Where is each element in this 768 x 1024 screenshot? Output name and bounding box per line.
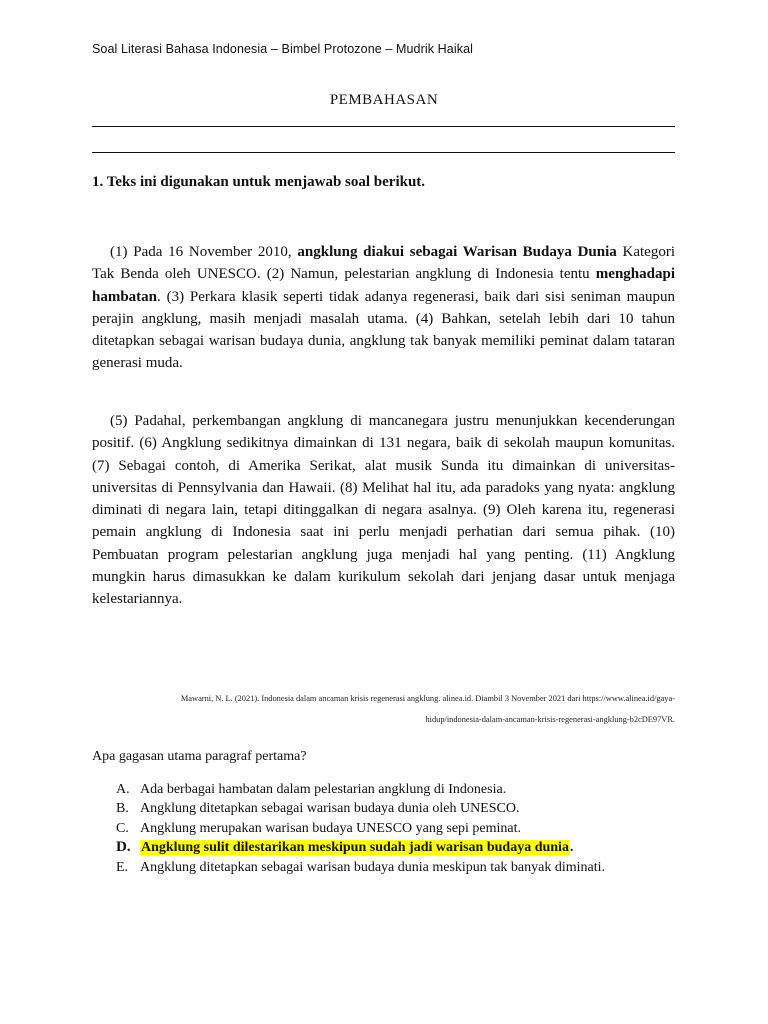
p1-text-a: (1) Pada 16 November 2010, [110,244,298,260]
citation-line-1: Mawarni, N. L. (2021). Indonesia dalam ancaman krisis regenerasi angklung. alinea.id. Diambil 3 November 2021 dari https://www.alinea.id/gaya- [180,694,675,703]
p1-bold-a: angklung diakui sebagai Warisan Budaya Dunia [297,244,617,260]
citation-line-2: hidup/indonesia-dalam-ancaman-krisis-regenerasi-angklung-b2cDE97VR. [425,715,675,724]
source-citation [92,688,675,730]
question-heading: 1. Teks ini digunakan untuk menjawab soal berikut. [92,174,426,190]
p1-bold-b: menghadapi hambatan [92,266,675,305]
divider-top [92,126,675,127]
option-text: Angklung ditetapkan sebagai warisan budaya dunia meskipun tak banyak diminati. [140,859,605,875]
answer-highlight: Angklung sulit dilestarikan meskipun sudah jadi warisan budaya dunia [141,840,569,856]
paragraph-one [92,241,675,375]
divider-bottom [92,152,675,153]
option-b[interactable] [116,799,605,818]
page-header: Soal Literasi Bahasa Indonesia – Bimbel Protozone – Mudrik Haikal [92,42,474,56]
option-text: Angklung ditetapkan sebagai warisan budaya dunia oleh UNESCO. [140,801,520,817]
option-letter: A. [116,782,130,797]
paragraph-two: (5) Padahal, perkembangan angklung di mancanegara justru menunjukkan kecenderungan positif. (6) Angklung sedikitnya dimainkan di 131 negara, baik di sekolah maupun komunitas. (7) Sebagai contoh, di Amerika Serikat, alat musik Sunda itu dimainkan di universitas-universitas di Pennsylvania dan Hawaii. (8) Melihat hal itu, ada paradoks yang nyata: angklung diminati di negara lain, tetapi ditinggalkan di negara asalnya. (9) Oleh karena itu, regenerasi pemain angklung di Indonesia saat ini perlu menjadi perhatian dari semua pihak. (10) Pembuatan program pelestarian angklung juga menjadi hal yang penting. (11) Angklung mungkin harus dimasukkan ke dalam kurikulum sekolah dari jenjang dasar untuk menjaga kelestariannya. [92,413,675,608]
p1-text-c: . (3) Perkara klasik seperti tidak adanya regenerasi, baik dari sisi seniman maupun perajin angklung, masih menjadi masalah utama. (4) Bahkan, setelah lebih dari 10 tahun ditetapkan sebagai warisan budaya dunia, angklung tak banyak memiliki peminat dalam tataran generasi muda. [92,288,675,372]
option-text [140,838,573,857]
p1-text-b: Kategori Tak Benda oleh UNESCO. (2) Namun, pelestarian angklung di Indonesia tentu [92,244,675,283]
option-letter: D. [116,839,131,856]
option-letter: C. [116,820,129,836]
option-letter: B. [116,801,129,817]
option-text: Angklung merupakan warisan budaya UNESCO yang sepi peminat. [140,820,522,836]
option-text: Ada berbagai hambatan dalam pelestarian angklung di Indonesia. [140,782,507,797]
answer-options [116,780,605,877]
answer-period: . [569,840,574,856]
option-d-correct[interactable] [116,838,605,857]
option-c[interactable] [116,819,605,838]
option-e[interactable] [116,858,605,877]
option-letter: E. [116,859,129,875]
page-title: PEMBAHASAN [329,92,439,108]
option-a[interactable] [116,780,605,799]
question-text: Apa gagasan utama paragraf pertama? [92,749,307,764]
